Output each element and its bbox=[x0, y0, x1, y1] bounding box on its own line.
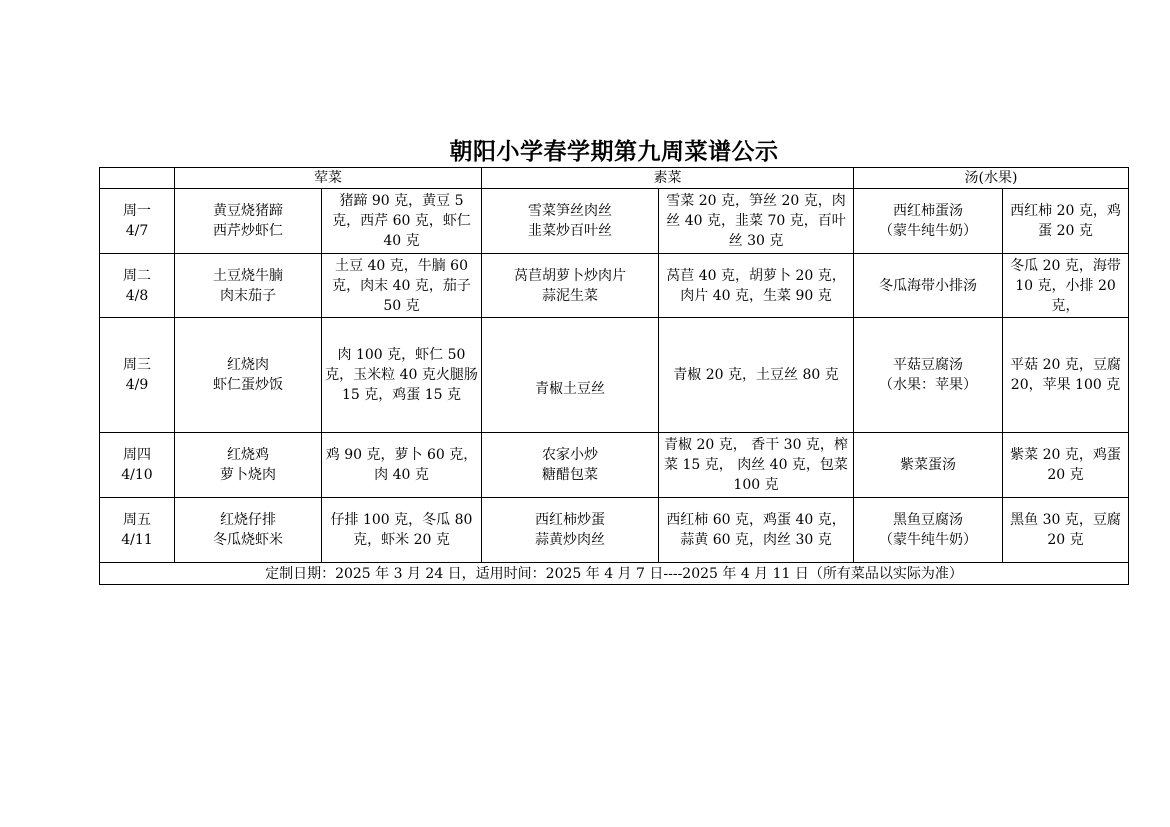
header-veg: 素菜 bbox=[482, 168, 854, 189]
veg-dish: 雪菜笋丝肉丝 bbox=[528, 203, 612, 219]
veg-dishes-cell bbox=[482, 498, 659, 563]
soup-ingredients-cell: 紫菜 20 克，鸡蛋 20 克 bbox=[1003, 433, 1129, 498]
date-label: 4/7 bbox=[125, 223, 149, 239]
soup-dish: （蒙牛纯牛奶） bbox=[879, 223, 977, 239]
veg-dishes-cell bbox=[482, 433, 659, 498]
meat-ingredients-cell: 土豆 40 克，牛腩 60 克，肉末 40 克，茄子 50 克 bbox=[322, 254, 482, 318]
soup-dishes-cell bbox=[854, 318, 1003, 433]
day-label: 周一 bbox=[123, 203, 151, 219]
meat-dish: 黄豆烧猪蹄 bbox=[213, 203, 283, 219]
day-cell bbox=[100, 189, 175, 254]
table-row bbox=[100, 498, 1129, 563]
day-cell bbox=[100, 433, 175, 498]
meat-dishes-cell bbox=[175, 318, 322, 433]
meat-dish: 冬瓜烧虾米 bbox=[213, 532, 283, 548]
footer-row bbox=[100, 563, 1129, 585]
veg-dishes-cell bbox=[482, 254, 659, 318]
soup-dish: 黑鱼豆腐汤 bbox=[893, 512, 963, 528]
meat-ingredients-cell: 仔排 100 克，冬瓜 80 克，虾米 20 克 bbox=[322, 498, 482, 563]
soup-ingredients-cell: 黑鱼 30 克，豆腐 20 克 bbox=[1003, 498, 1129, 563]
soup-dish: （蒙牛纯牛奶） bbox=[879, 532, 977, 548]
header-soup: 汤(水果) bbox=[854, 168, 1129, 189]
meat-dish: 萝卜烧肉 bbox=[220, 467, 276, 483]
meat-dish: 红烧仔排 bbox=[220, 512, 276, 528]
soup-dishes-cell bbox=[854, 433, 1003, 498]
meat-dish: 红烧鸡 bbox=[227, 447, 269, 463]
veg-dish: 青椒土豆丝 bbox=[535, 381, 605, 397]
soup-dishes-cell bbox=[854, 189, 1003, 254]
veg-ingredients-cell: 西红柿 60 克，鸡蛋 40 克，蒜黄 60 克，肉丝 30 克 bbox=[659, 498, 854, 563]
soup-ingredients-cell: 冬瓜 20 克，海带 10 克，小排 20 克， bbox=[1003, 254, 1129, 318]
veg-dish: 西红柿炒蛋 bbox=[535, 512, 605, 528]
date-label: 4/9 bbox=[125, 377, 149, 393]
menu-table bbox=[99, 167, 1129, 585]
veg-dish: 蒜泥生菜 bbox=[542, 287, 598, 304]
meat-dishes-cell bbox=[175, 498, 322, 563]
day-label: 周五 bbox=[123, 512, 151, 528]
meat-dishes-cell bbox=[175, 254, 322, 318]
meat-dishes-cell bbox=[175, 433, 322, 498]
meat-dish: 虾仁蛋炒饭 bbox=[213, 377, 283, 393]
veg-dish: 韭菜炒百叶丝 bbox=[528, 223, 612, 239]
veg-dish: 莴苣胡萝卜炒肉片 bbox=[514, 267, 626, 284]
soup-dish: 紫菜蛋汤 bbox=[900, 457, 956, 473]
day-label: 周二 bbox=[123, 267, 151, 284]
table-row bbox=[100, 254, 1129, 318]
meat-ingredients-cell: 鸡 90 克，萝卜 60 克，肉 40 克 bbox=[322, 433, 482, 498]
header-row bbox=[100, 168, 1129, 189]
day-cell bbox=[100, 318, 175, 433]
header-meat: 荤菜 bbox=[175, 168, 482, 189]
soup-dishes-cell bbox=[854, 498, 1003, 563]
meat-ingredients-cell: 肉 100 克，虾仁 50 克，玉米粒 40 克火腿肠 15 克，鸡蛋 15 克 bbox=[322, 318, 482, 433]
soup-dish: 平菇豆腐汤 bbox=[893, 357, 963, 373]
veg-ingredients-cell: 雪菜 20 克，笋丝 20 克，肉丝 40 克，韭菜 70 克，百叶丝 30 克 bbox=[659, 189, 854, 254]
table-row bbox=[100, 318, 1129, 433]
table-row bbox=[100, 433, 1129, 498]
veg-ingredients-cell: 青椒 20 克， 香干 30 克，榨菜 15 克， 肉丝 40 克，包菜 100 克 bbox=[659, 433, 854, 498]
soup-dish: 冬瓜海带小排汤 bbox=[879, 277, 977, 294]
meat-dish: 红烧肉 bbox=[227, 357, 269, 373]
meat-dish: 西芹炒虾仁 bbox=[213, 223, 283, 239]
date-label: 4/10 bbox=[121, 467, 153, 483]
veg-dish: 糖醋包菜 bbox=[542, 467, 598, 483]
veg-dish: 农家小炒 bbox=[542, 447, 598, 463]
header-blank bbox=[100, 168, 175, 189]
footer-note: 定制日期：2025 年 3 月 24 日，适用时间：2025 年 4 月 7 日----2025 年 4 月 11 日（所有菜品以实际为准） bbox=[100, 563, 1129, 585]
page-title: 朝阳小学春学期第九周菜谱公示 bbox=[449, 139, 779, 165]
veg-ingredients-cell: 莴苣 40 克，胡萝卜 20 克，肉片 40 克，生菜 90 克 bbox=[659, 254, 854, 318]
date-label: 4/8 bbox=[125, 287, 149, 304]
soup-ingredients-cell: 平菇 20 克，豆腐 20，苹果 100 克 bbox=[1003, 318, 1129, 433]
soup-ingredients-cell: 西红柿 20 克，鸡蛋 20 克 bbox=[1003, 189, 1129, 254]
meat-dishes-cell bbox=[175, 189, 322, 254]
day-cell bbox=[100, 254, 175, 318]
meat-ingredients-cell: 猪蹄 90 克，黄豆 5 克，西芹 60 克，虾仁 40 克 bbox=[322, 189, 482, 254]
date-label: 4/11 bbox=[121, 532, 153, 548]
veg-dishes-cell bbox=[482, 189, 659, 254]
veg-dish: 蒜黄炒肉丝 bbox=[535, 532, 605, 548]
meat-dish: 土豆烧牛腩 bbox=[213, 267, 283, 284]
day-label: 周四 bbox=[123, 447, 151, 463]
soup-dish: 西红柿蛋汤 bbox=[893, 203, 963, 219]
day-label: 周三 bbox=[123, 357, 151, 373]
soup-dish: （水果：苹果） bbox=[879, 377, 977, 393]
soup-dishes-cell bbox=[854, 254, 1003, 318]
table-row bbox=[100, 189, 1129, 254]
meat-dish: 肉末茄子 bbox=[220, 287, 276, 304]
day-cell bbox=[100, 498, 175, 563]
veg-dishes-cell bbox=[482, 318, 659, 433]
veg-ingredients-cell: 青椒 20 克，土豆丝 80 克 bbox=[659, 318, 854, 433]
